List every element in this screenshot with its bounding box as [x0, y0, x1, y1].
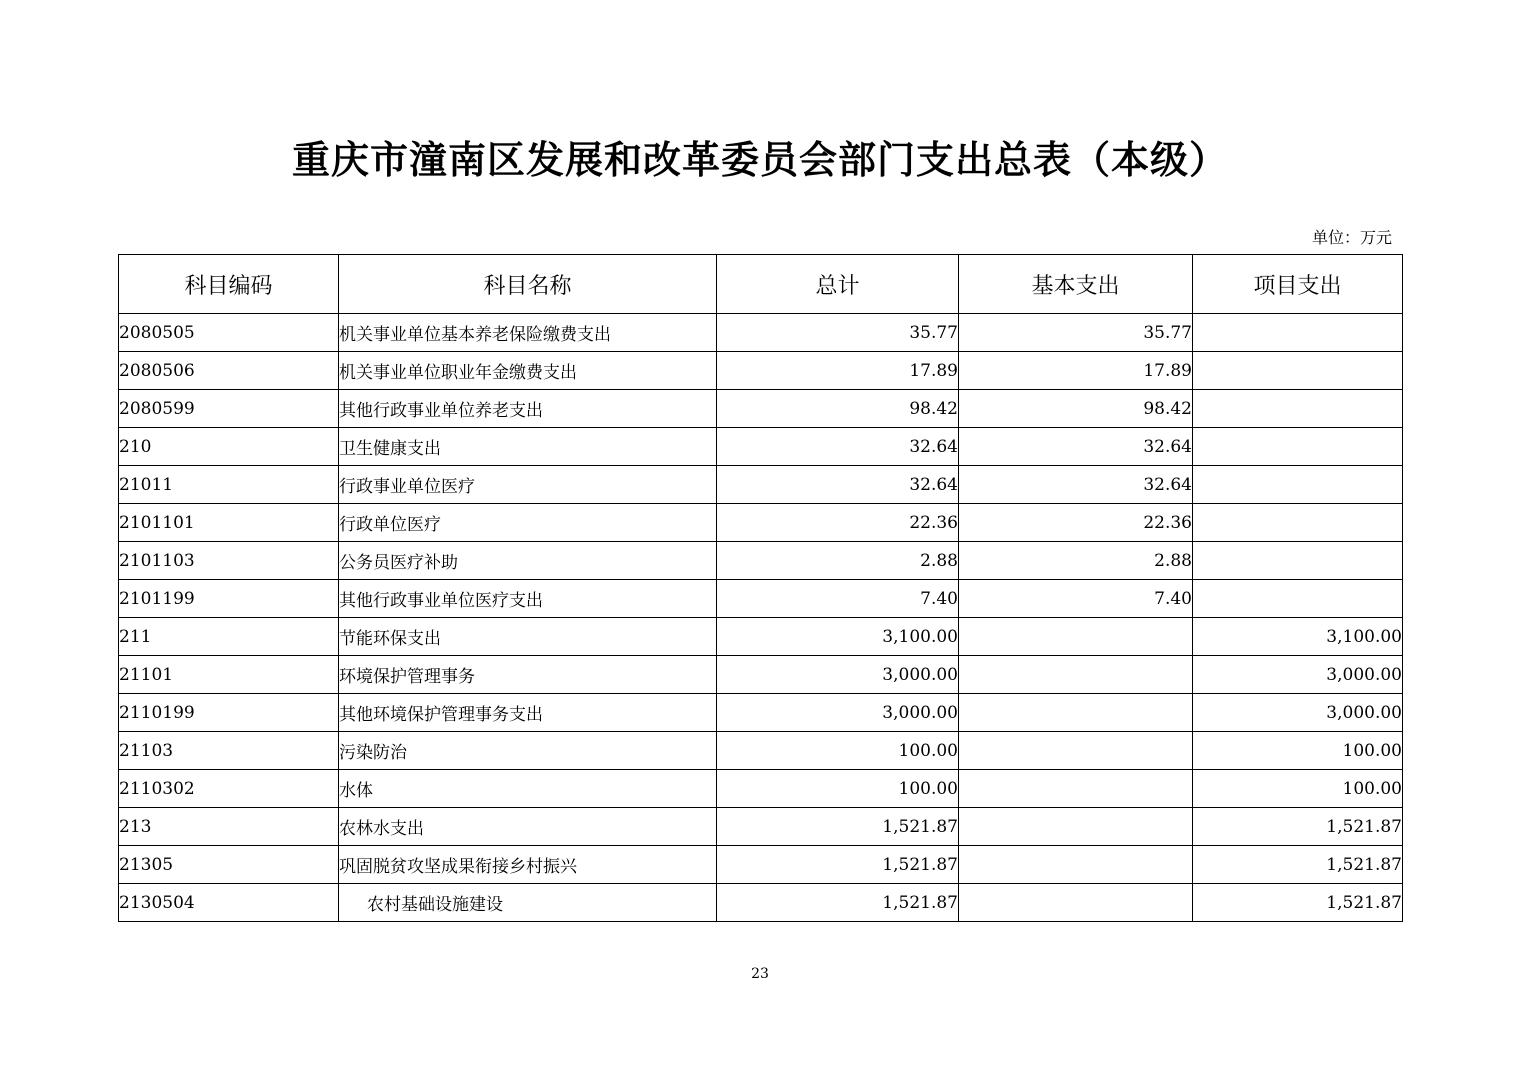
cell-name: 机关事业单位基本养老保险缴费支出 [339, 314, 717, 352]
cell-total: 98.42 [717, 390, 959, 428]
cell-code: 2080506 [119, 352, 339, 390]
cell-project [1193, 580, 1403, 618]
cell-total: 7.40 [717, 580, 959, 618]
table-row [119, 428, 1403, 466]
cell-name: 农林水支出 [339, 808, 717, 846]
cell-code: 213 [119, 808, 339, 846]
cell-name: 行政事业单位医疗 [339, 466, 717, 504]
column-header-name: 科目名称 [339, 255, 717, 314]
cell-project: 3,000.00 [1193, 694, 1403, 732]
cell-project: 1,521.87 [1193, 808, 1403, 846]
cell-total: 100.00 [717, 732, 959, 770]
cell-code: 2101101 [119, 504, 339, 542]
cell-basic: 22.36 [959, 504, 1193, 542]
cell-total: 1,521.87 [717, 884, 959, 922]
cell-code: 2101103 [119, 542, 339, 580]
table-row [119, 580, 1403, 618]
cell-name: 卫生健康支出 [339, 428, 717, 466]
cell-total: 1,521.87 [717, 846, 959, 884]
table-row [119, 694, 1403, 732]
cell-total: 17.89 [717, 352, 959, 390]
table-row [119, 732, 1403, 770]
unit-label: 单位：万元 [1311, 228, 1392, 247]
cell-basic: 98.42 [959, 390, 1193, 428]
cell-basic [959, 732, 1193, 770]
cell-basic [959, 656, 1193, 694]
table-row [119, 808, 1403, 846]
cell-project [1193, 314, 1403, 352]
expenditure-table [118, 254, 1403, 922]
table-header-row [119, 255, 1403, 314]
cell-basic [959, 884, 1193, 922]
cell-code: 210 [119, 428, 339, 466]
cell-basic: 32.64 [959, 428, 1193, 466]
cell-name: 其他行政事业单位养老支出 [339, 390, 717, 428]
cell-basic: 32.64 [959, 466, 1193, 504]
column-header-project: 项目支出 [1193, 255, 1403, 314]
cell-name: 污染防治 [339, 732, 717, 770]
column-header-total: 总计 [717, 255, 959, 314]
cell-name: 机关事业单位职业年金缴费支出 [339, 352, 717, 390]
cell-name: 公务员医疗补助 [339, 542, 717, 580]
table-row [119, 466, 1403, 504]
cell-name: 水体 [339, 770, 717, 808]
cell-code: 21011 [119, 466, 339, 504]
cell-basic [959, 618, 1193, 656]
cell-total: 100.00 [717, 770, 959, 808]
table-body [119, 314, 1403, 922]
cell-name: 其他环境保护管理事务支出 [339, 694, 717, 732]
table-row [119, 542, 1403, 580]
cell-project [1193, 352, 1403, 390]
cell-basic: 35.77 [959, 314, 1193, 352]
cell-code: 2130504 [119, 884, 339, 922]
page-title: 重庆市潼南区发展和改革委员会部门支出总表（本级） [291, 137, 1228, 182]
cell-basic [959, 808, 1193, 846]
cell-code: 2110302 [119, 770, 339, 808]
cell-name: 节能环保支出 [339, 618, 717, 656]
cell-project: 3,000.00 [1193, 656, 1403, 694]
cell-total: 35.77 [717, 314, 959, 352]
table-row [119, 770, 1403, 808]
table-row [119, 352, 1403, 390]
cell-basic [959, 694, 1193, 732]
cell-total: 3,000.00 [717, 656, 959, 694]
cell-project [1193, 542, 1403, 580]
cell-basic [959, 846, 1193, 884]
cell-code: 21103 [119, 732, 339, 770]
cell-name: 行政单位医疗 [339, 504, 717, 542]
table-row [119, 846, 1403, 884]
cell-project: 100.00 [1193, 770, 1403, 808]
cell-total: 32.64 [717, 466, 959, 504]
cell-basic: 7.40 [959, 580, 1193, 618]
page-number: 23 [751, 966, 769, 982]
cell-project: 1,521.87 [1193, 846, 1403, 884]
table-row [119, 390, 1403, 428]
cell-code: 2101199 [119, 580, 339, 618]
table-row [119, 504, 1403, 542]
table-row [119, 618, 1403, 656]
table-row [119, 314, 1403, 352]
cell-total: 1,521.87 [717, 808, 959, 846]
cell-basic: 17.89 [959, 352, 1193, 390]
cell-name: 环境保护管理事务 [339, 656, 717, 694]
cell-project [1193, 504, 1403, 542]
cell-name: 巩固脱贫攻坚成果衔接乡村振兴 [339, 846, 717, 884]
cell-project [1193, 390, 1403, 428]
cell-code: 21101 [119, 656, 339, 694]
cell-basic: 2.88 [959, 542, 1193, 580]
cell-code: 21305 [119, 846, 339, 884]
cell-project [1193, 428, 1403, 466]
cell-project: 3,100.00 [1193, 618, 1403, 656]
cell-total: 3,000.00 [717, 694, 959, 732]
cell-name: 农村基础设施建设 [339, 884, 717, 922]
cell-basic [959, 770, 1193, 808]
cell-name: 其他行政事业单位医疗支出 [339, 580, 717, 618]
cell-code: 211 [119, 618, 339, 656]
cell-code: 2080599 [119, 390, 339, 428]
cell-project [1193, 466, 1403, 504]
cell-total: 22.36 [717, 504, 959, 542]
cell-total: 32.64 [717, 428, 959, 466]
table-row [119, 656, 1403, 694]
column-header-basic: 基本支出 [959, 255, 1193, 314]
column-header-code: 科目编码 [119, 255, 339, 314]
cell-code: 2080505 [119, 314, 339, 352]
cell-total: 2.88 [717, 542, 959, 580]
cell-code: 2110199 [119, 694, 339, 732]
table-row [119, 884, 1403, 922]
cell-project: 100.00 [1193, 732, 1403, 770]
cell-total: 3,100.00 [717, 618, 959, 656]
cell-project: 1,521.87 [1193, 884, 1403, 922]
